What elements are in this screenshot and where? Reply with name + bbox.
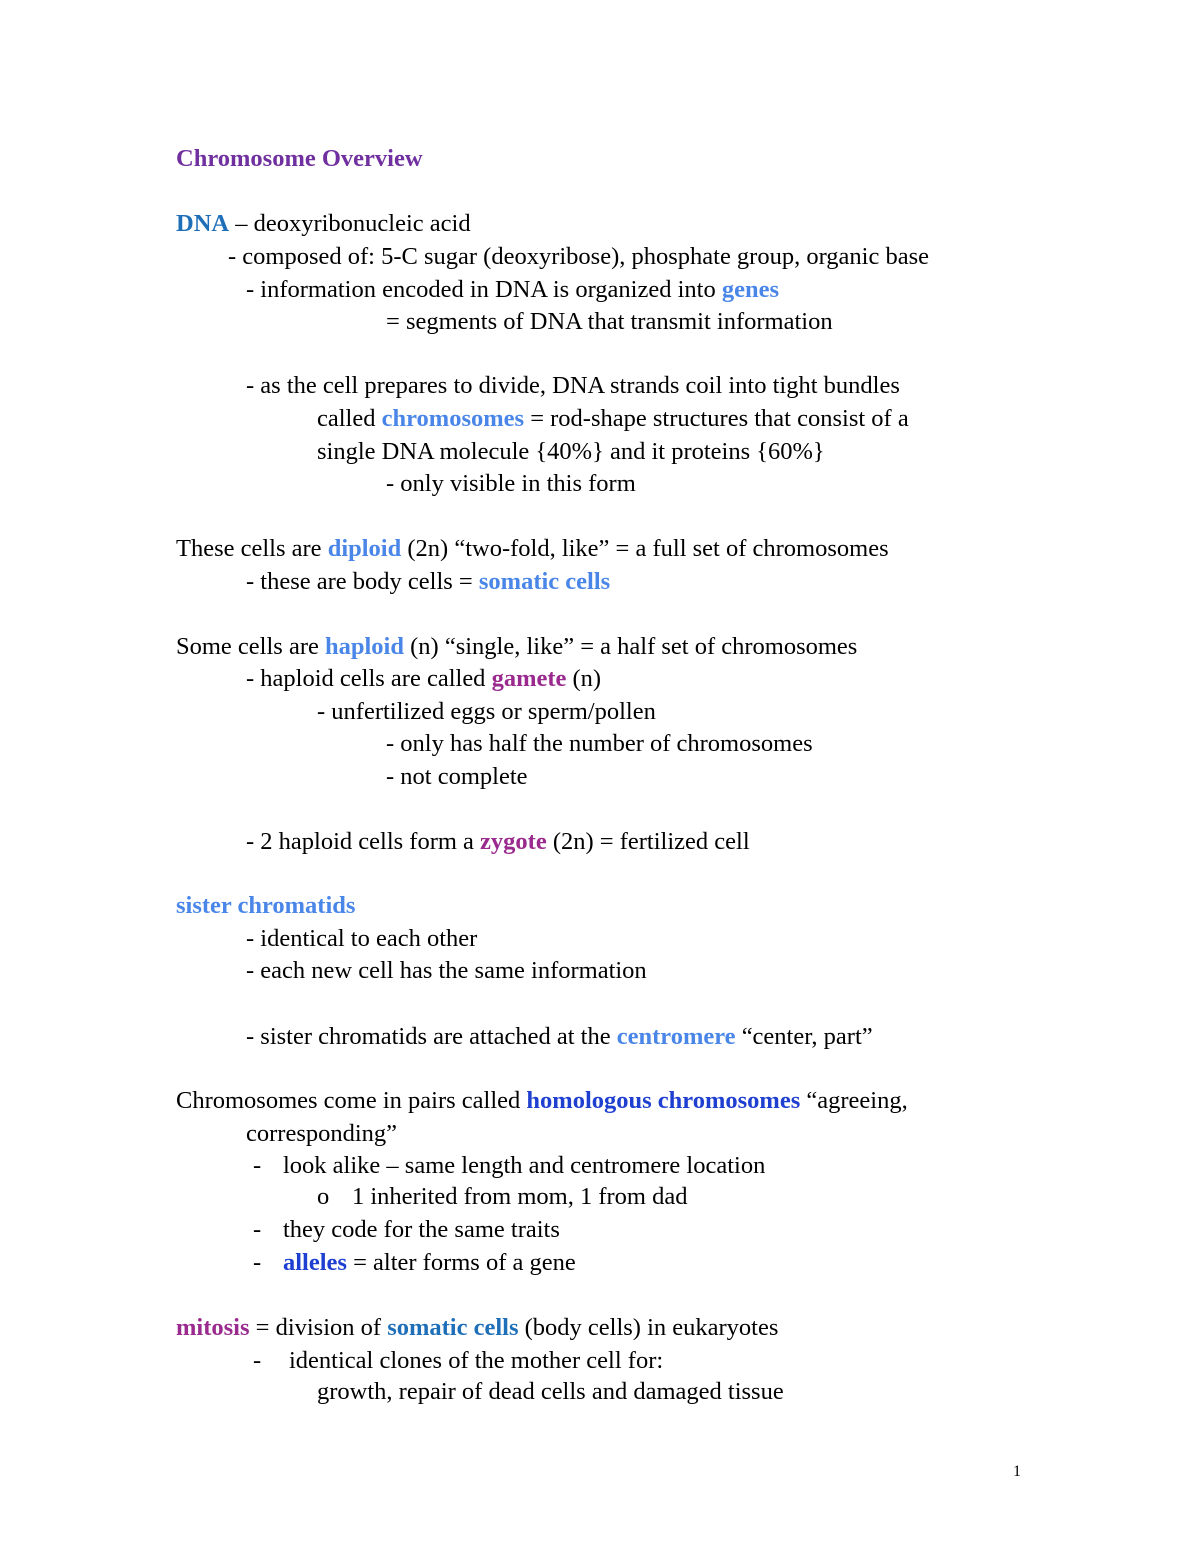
term-genes: genes [721, 276, 780, 303]
term-chromosomes: chromosomes [381, 405, 525, 432]
haploid-line [176, 631, 857, 663]
single-line: single DNA molecule {40%} and it proteins {60%} [317, 438, 825, 465]
mitosis-post: (body cells) in eukaryotes [518, 1314, 779, 1341]
o-bullet: o [317, 1183, 330, 1210]
centromere-line [246, 1021, 873, 1053]
alleles-line [283, 1247, 576, 1279]
term-centromere: centromere [616, 1023, 736, 1050]
each-new-line: - each new cell has the same information [246, 957, 647, 984]
dna-line [176, 208, 471, 240]
term-mitosis: mitosis [176, 1314, 250, 1341]
gamete-line [246, 663, 601, 695]
term-somatic-cells-2: somatic cells [387, 1314, 519, 1341]
dash-bullet: - [253, 1152, 262, 1179]
diploid-post: (2n) “two-fold, like” = a full set of chromosomes [401, 535, 889, 562]
gamete-pre: - haploid cells are called [246, 665, 492, 692]
segments-line: = segments of DNA that transmit information [386, 308, 833, 335]
info-line [246, 274, 779, 306]
body-pre: - these are body cells = [246, 568, 479, 595]
mitosis-mid: = division of [249, 1314, 388, 1341]
zygote-post: (2n) = fertilized cell [546, 828, 750, 855]
term-somatic-cells: somatic cells [478, 568, 611, 595]
look-alike-line: look alike – same length and centromere location [283, 1152, 766, 1179]
dash-bullet: - [253, 1249, 262, 1276]
alleles-post: = alter forms of a gene [346, 1249, 576, 1276]
term-zygote: zygote [480, 828, 547, 855]
centromere-post: “center, part” [735, 1023, 873, 1050]
homologous-pre: Chromosomes come in pairs called [176, 1087, 527, 1114]
zygote-pre: - 2 haploid cells form a [246, 828, 481, 855]
dash-bullet: - [253, 1216, 262, 1243]
haploid-pre: Some cells are [176, 633, 325, 660]
only-half-line: - only has half the number of chromosomes [386, 730, 813, 757]
term-sister-chromatids: sister chromatids [176, 892, 356, 919]
dna-definition: – deoxyribonucleic acid [229, 210, 471, 237]
identical-line: - identical to each other [246, 925, 478, 952]
term-diploid: diploid [327, 535, 402, 562]
term-gamete: gamete [491, 665, 567, 692]
same-traits-line: they code for the same traits [283, 1216, 560, 1243]
centromere-pre: - sister chromatids are attached at the [246, 1023, 617, 1050]
homologous-post: “agreeing, [800, 1087, 908, 1114]
corresponding-line: corresponding” [246, 1120, 398, 1147]
composed-line: - composed of: 5-C sugar (deoxyribose), phosphate group, organic base [228, 243, 930, 270]
called-post: = rod-shape structures that consist of a [524, 405, 909, 432]
dash-bullet: - [253, 1347, 262, 1374]
called-text: called [317, 405, 382, 432]
not-complete-line: - not complete [386, 763, 528, 790]
zygote-line [246, 826, 750, 858]
term-dna: DNA [176, 210, 230, 237]
diploid-pre: These cells are [176, 535, 328, 562]
term-alleles: alleles [283, 1249, 347, 1276]
clones-line: identical clones of the mother cell for: [289, 1347, 664, 1374]
inherited-line: 1 inherited from mom, 1 from dad [352, 1183, 688, 1210]
page-number: 1 [1013, 1463, 1021, 1480]
diploid-line [176, 533, 889, 565]
called-line [317, 403, 909, 435]
term-haploid: haploid [325, 633, 404, 660]
info-text: - information encoded in DNA is organized into [246, 276, 722, 303]
page-title: Chromosome Overview [176, 145, 423, 172]
homologous-line [176, 1085, 908, 1117]
prepares-line: - as the cell prepares to divide, DNA strands coil into tight bundles [246, 372, 900, 399]
growth-line: growth, repair of dead cells and damaged tissue [317, 1378, 784, 1405]
body-cells-line [246, 566, 610, 598]
unfertilized-line: - unfertilized eggs or sperm/pollen [317, 698, 656, 725]
haploid-post: (n) “single, like” = a half set of chromosomes [404, 633, 858, 660]
only-visible-line: - only visible in this form [386, 470, 636, 497]
term-homologous-chromosomes: homologous chromosomes [526, 1087, 801, 1114]
mitosis-line [176, 1312, 778, 1344]
gamete-post: (n) [566, 665, 602, 692]
